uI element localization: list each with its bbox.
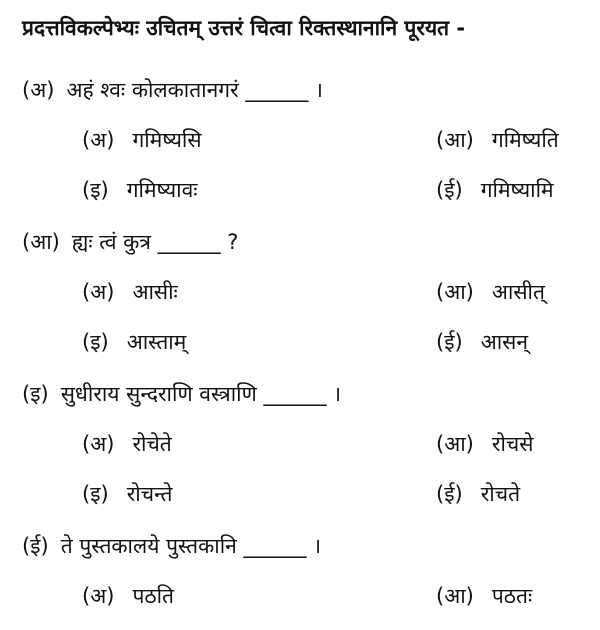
question-label: (आ) xyxy=(22,230,60,254)
option-3b xyxy=(436,430,533,458)
option-4b xyxy=(436,582,532,610)
option-label: (इ) xyxy=(82,330,109,354)
option-1d xyxy=(436,176,554,204)
option-label: (इ) xyxy=(82,178,109,202)
option-text: आसीः xyxy=(132,280,178,304)
question-4 xyxy=(22,532,321,560)
question-label: (इ) xyxy=(22,382,49,406)
question-text: सुधीराय सुन्दराणि वस्त्राणि ______ । xyxy=(60,382,342,406)
option-text: गमिष्यावः xyxy=(126,178,198,202)
option-1c xyxy=(82,176,198,204)
question-3 xyxy=(22,380,341,408)
option-2d xyxy=(436,328,528,356)
option-4a xyxy=(82,582,174,610)
question-label: (अ) xyxy=(22,78,55,102)
option-label: (ई) xyxy=(436,482,463,506)
option-2b xyxy=(436,278,545,306)
question-1 xyxy=(22,76,323,104)
option-label: (आ) xyxy=(436,432,474,456)
question-text: अहं श्वः कोलकातानगरं ______ । xyxy=(66,78,323,102)
question-label: (ई) xyxy=(22,534,49,558)
option-text: गमिष्यति xyxy=(491,128,559,152)
question-text: ह्यः त्वं कुत्र ______ ? xyxy=(71,230,239,254)
option-label: (आ) xyxy=(436,128,474,152)
option-2c xyxy=(82,328,186,356)
option-label: (अ) xyxy=(82,128,115,152)
option-2a xyxy=(82,278,178,306)
option-text: आसीत् xyxy=(491,280,545,304)
option-3c xyxy=(82,480,173,508)
exercise-title: प्रदत्तविकल्पेभ्यः उचितम् उत्तरं चित्वा रिक्तस्थानानि पूरयत - xyxy=(22,16,466,40)
option-1b xyxy=(436,126,559,154)
option-text: रोचन्ते xyxy=(126,482,173,506)
option-text: पठतः xyxy=(491,584,533,608)
option-text: आसन् xyxy=(480,330,529,354)
option-3d xyxy=(436,480,520,508)
option-label: (आ) xyxy=(436,280,474,304)
option-text: आस्ताम् xyxy=(126,330,187,354)
option-text: रोचते xyxy=(480,482,521,506)
option-label: (अ) xyxy=(82,280,115,304)
option-text: रोचेते xyxy=(132,432,172,456)
option-label: (ई) xyxy=(436,178,463,202)
option-label: (इ) xyxy=(82,482,109,506)
option-text: गमिष्यामि xyxy=(480,178,554,202)
option-label: (ई) xyxy=(436,330,463,354)
option-1a xyxy=(82,126,202,154)
option-label: (आ) xyxy=(436,584,474,608)
option-label: (अ) xyxy=(82,584,115,608)
option-text: गमिष्यसि xyxy=(132,128,202,152)
option-text: पठति xyxy=(132,584,174,608)
option-label: (अ) xyxy=(82,432,115,456)
option-3a xyxy=(82,430,172,458)
option-text: रोचसे xyxy=(491,432,534,456)
question-text: ते पुस्तकालये पुस्तकानि ______ । xyxy=(60,534,322,558)
question-2 xyxy=(22,228,238,256)
